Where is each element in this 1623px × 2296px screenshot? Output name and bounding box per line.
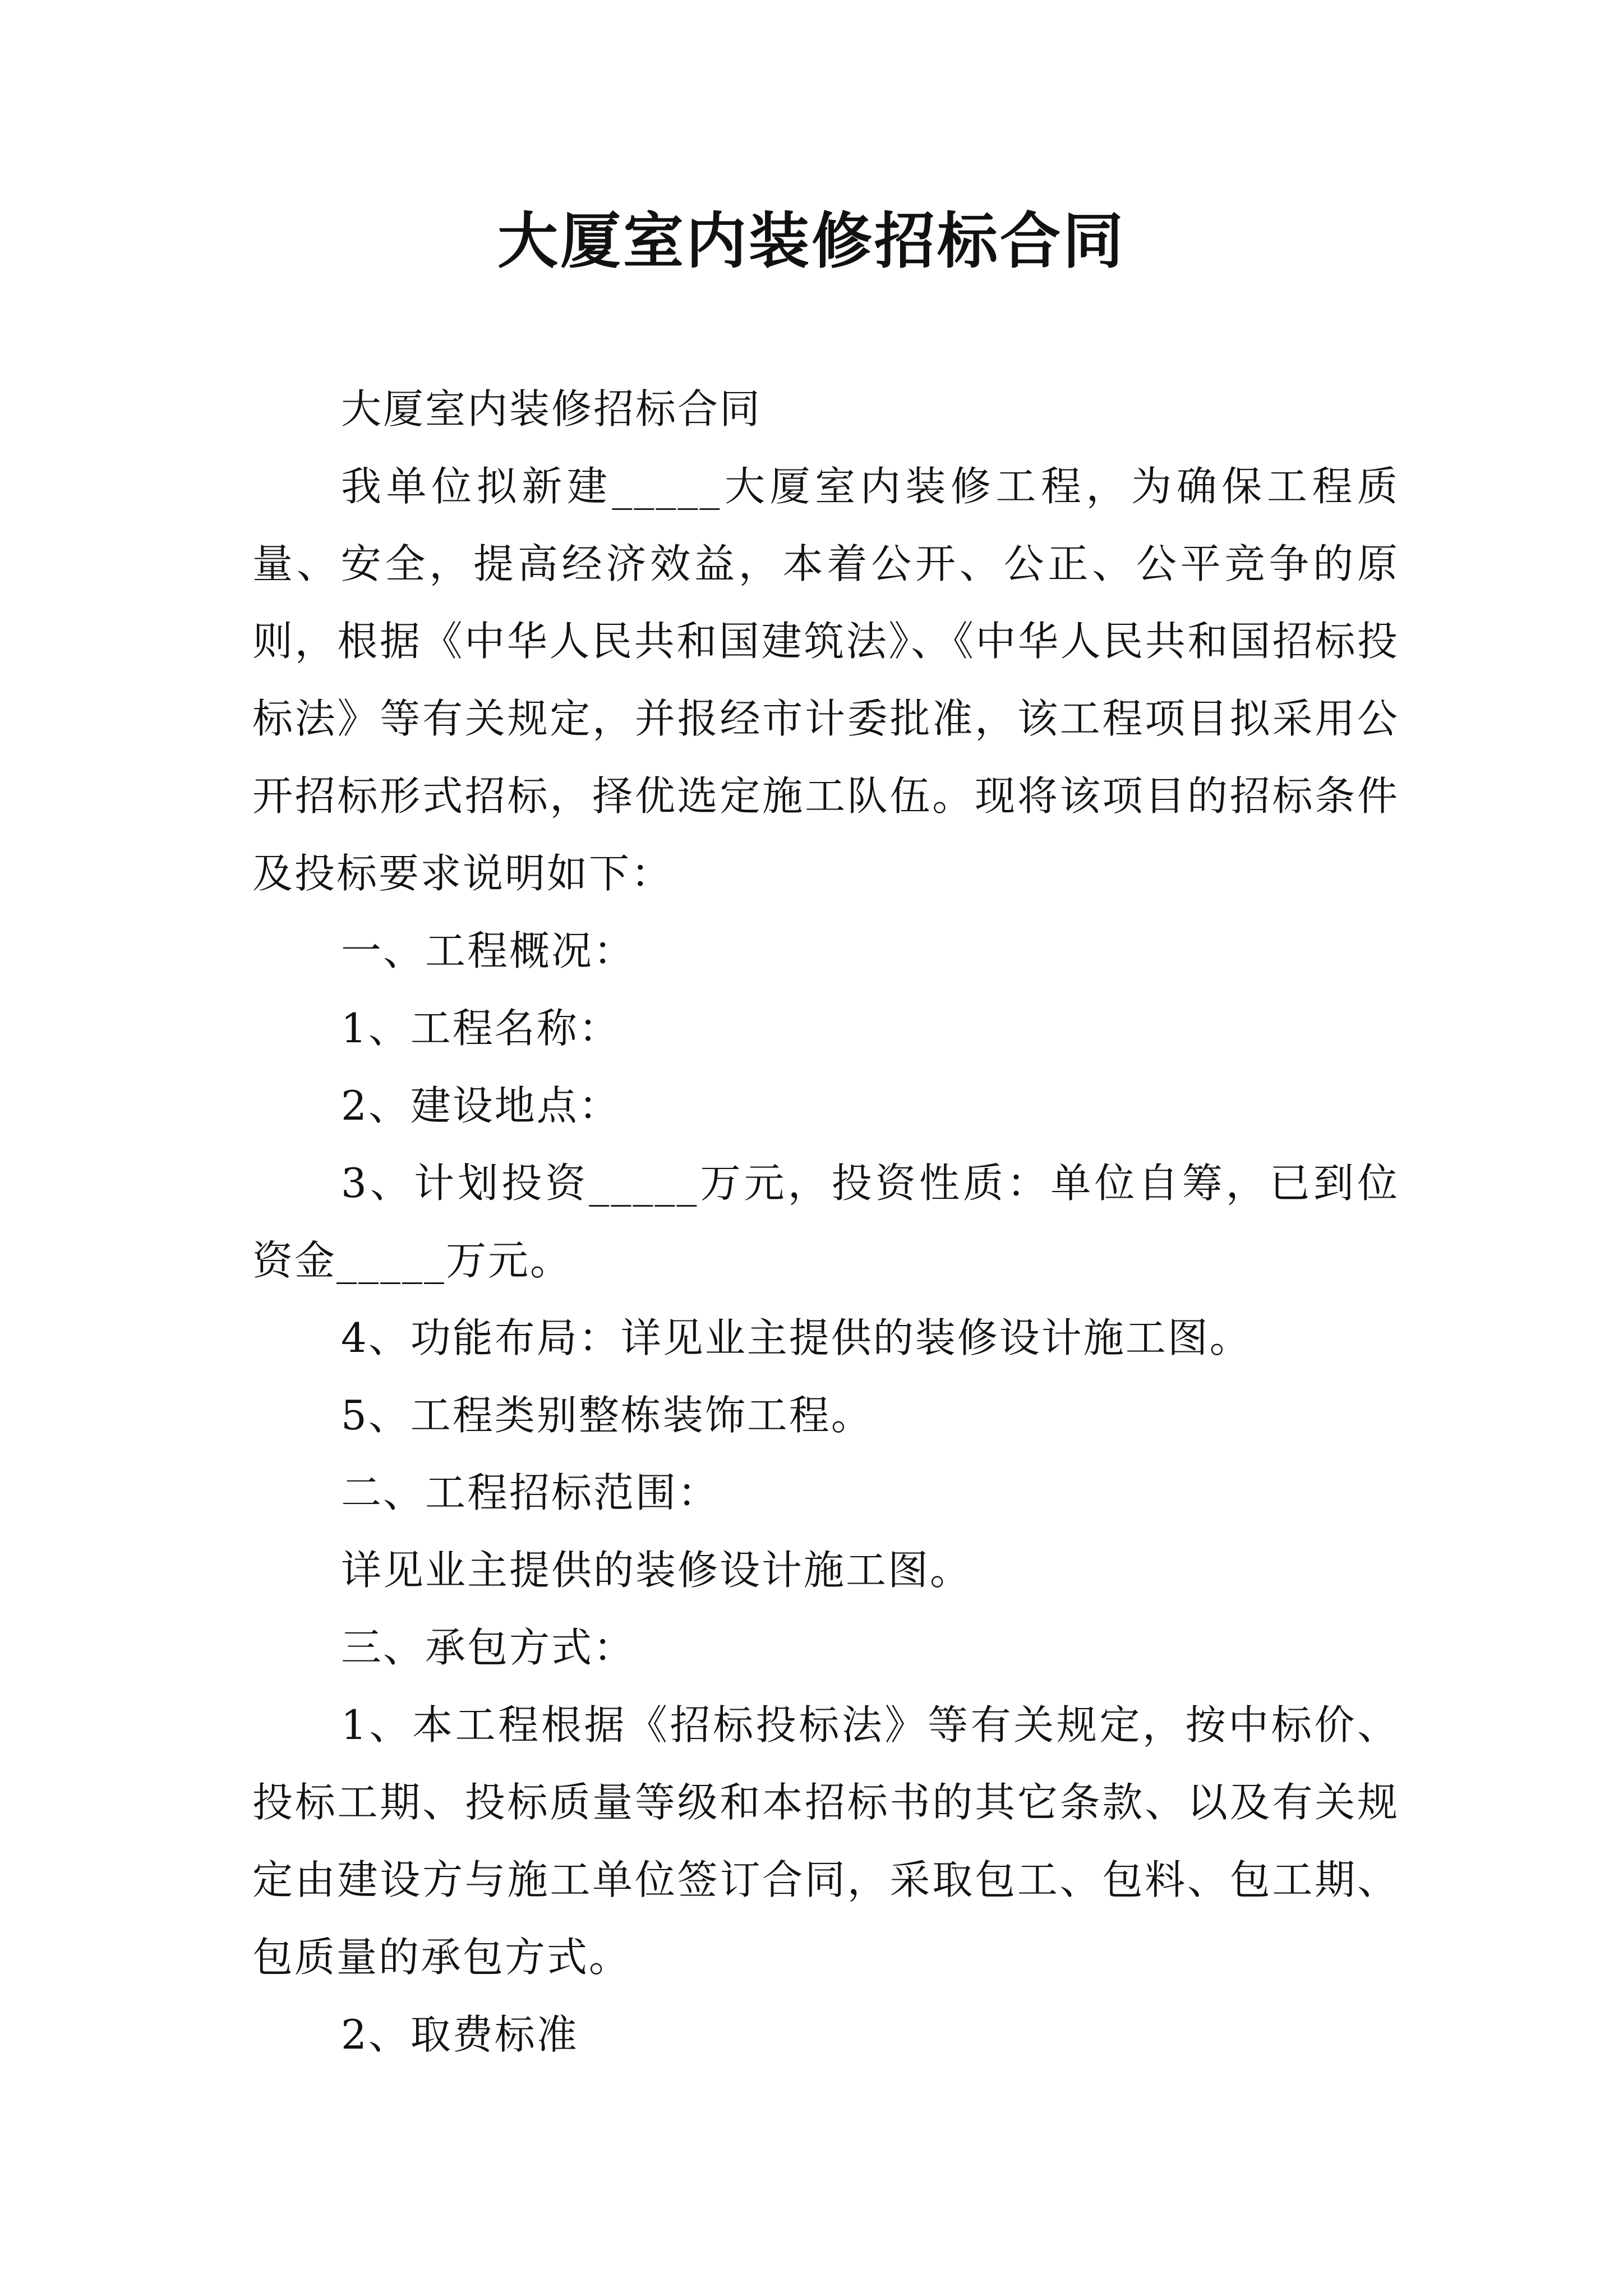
list-item-location: 2、建设地点： xyxy=(341,1082,621,1129)
section-heading-scope: 二、工程招标范围： xyxy=(341,1469,720,1516)
list-item-layout: 4、功能布局：详见业主提供的装修设计施工图。 xyxy=(341,1314,1252,1361)
list-item-fee-standard: 2、取费标准 xyxy=(341,2011,579,2058)
document-body xyxy=(252,370,1399,2073)
document-title: 大厦室内装修招标合同 xyxy=(497,206,1126,277)
section-heading-contracting: 三、承包方式： xyxy=(341,1624,636,1671)
list-item-project-name: 1、工程名称： xyxy=(341,1005,621,1052)
paragraph-intro: 我单位拟新建_____大厦室内装修工程，为确保工程质量、安全，提高经济效益，本着公开、公正、公平竞争的原则，根据《中华人民共和国建筑法》、《中华人民共和国招标投标法》等有关规定，并报经市计委批准，该工程项目拟采用公开招标形式招标，择优选定施工队伍。现将该项目的招标条件及投标要求说明如下： xyxy=(252,463,1399,897)
list-item-investment: 3、计划投资_____万元，投资性质：单位自筹，已到位资金_____万元。 xyxy=(252,1159,1399,1284)
section-heading-overview: 一、工程概况： xyxy=(341,927,636,974)
paragraph-heading: 大厦室内装修招标合同 xyxy=(341,385,762,432)
list-item-category: 5、工程类别整栋装饰工程。 xyxy=(341,1392,873,1439)
paragraph-scope: 详见业主提供的装修设计施工图。 xyxy=(341,1547,972,1594)
list-item-contracting-method: 1、本工程根据《招标投标法》等有关规定，按中标价、投标工期、投标质量等级和本招标书的其它条款、以及有关规定由建设方与施工单位签订合同，采取包工、包料、包工期、包质量的承包方式。 xyxy=(252,1701,1399,1981)
